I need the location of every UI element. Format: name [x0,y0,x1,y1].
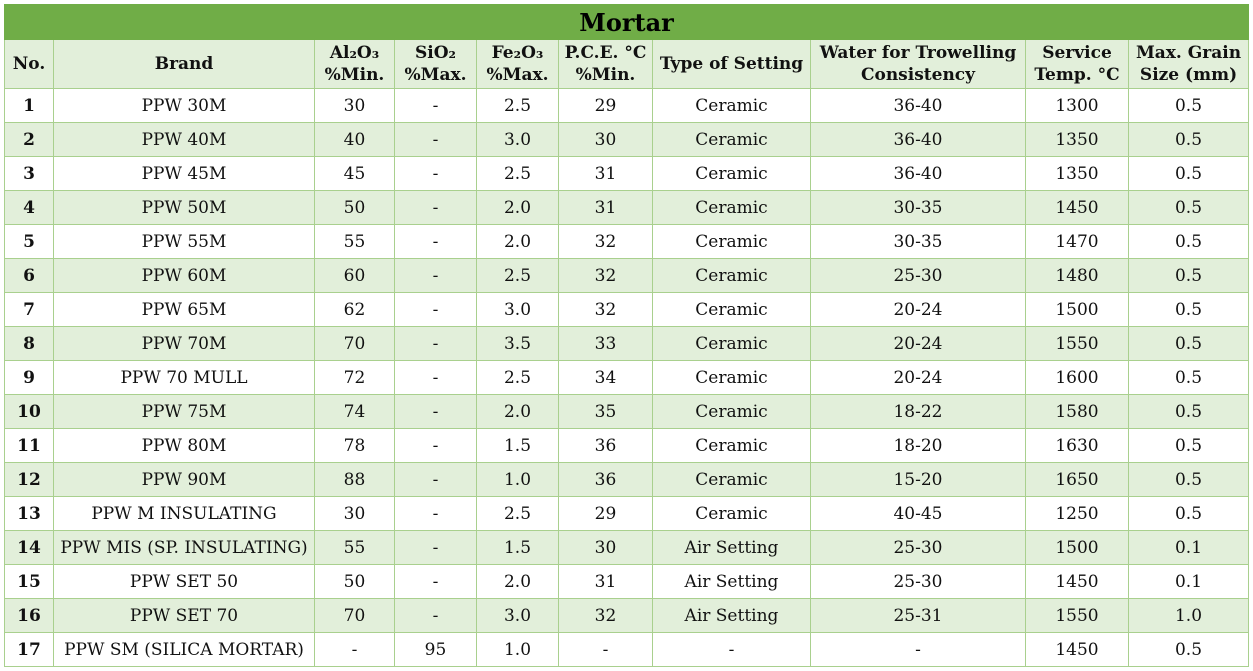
table-row [5,361,1249,395]
brand-cell: PPW SM (SILICA MORTAR) [54,633,315,667]
table-cell: Ceramic [653,497,811,531]
table-cell: Air Setting [653,565,811,599]
table-cell: Air Setting [653,599,811,633]
column-header [559,40,653,89]
table-cell: 0.5 [1129,361,1249,395]
column-header-line: Service [1042,43,1112,63]
table-cell: 1580 [1026,395,1129,429]
column-header-line: P.C.E. °C [564,43,647,63]
table-cell: 20-24 [811,293,1026,327]
table-cell: 0.5 [1129,327,1249,361]
table-cell: 1550 [1026,599,1129,633]
column-header-line: Type of Setting [659,54,804,74]
brand-cell: PPW MIS (SP. INSULATING) [54,531,315,565]
brand-cell: PPW 50M [54,191,315,225]
table-cell: 36 [559,463,653,497]
table-cell: - [653,633,811,667]
table-cell: 1.0 [477,633,559,667]
table-cell: 1630 [1026,429,1129,463]
column-header-line: Size (mm) [1139,65,1238,85]
column-header-line: Water for Trowelling [819,43,1017,63]
column-header [54,40,315,89]
column-header-line: %Min. [324,65,385,85]
table-cell: Ceramic [653,293,811,327]
row-number-cell: 15 [5,565,54,599]
table-cell: - [395,259,477,293]
table-row [5,429,1249,463]
table-cell: 1550 [1026,327,1129,361]
table-cell: - [395,429,477,463]
table-cell: - [395,395,477,429]
table-cell: 30-35 [811,191,1026,225]
row-number-cell: 3 [5,157,54,191]
table-cell: 1450 [1026,633,1129,667]
table-cell: 32 [559,599,653,633]
table-cell: Ceramic [653,191,811,225]
table-cell: 1.5 [477,429,559,463]
table-cell: 78 [315,429,395,463]
table-cell: 33 [559,327,653,361]
column-header [477,40,559,89]
table-cell: 0.5 [1129,191,1249,225]
header-row [5,40,1249,89]
table-cell: 18-20 [811,429,1026,463]
brand-cell: PPW 80M [54,429,315,463]
table-cell: - [395,463,477,497]
table-row [5,225,1249,259]
table-row [5,191,1249,225]
table-cell: 55 [315,225,395,259]
brand-cell: PPW 55M [54,225,315,259]
table-cell: Ceramic [653,395,811,429]
table-cell: 0.5 [1129,497,1249,531]
table-cell: - [395,361,477,395]
table-cell: - [395,89,477,123]
table-cell: 30 [559,531,653,565]
table-cell: 2.5 [477,89,559,123]
column-header-line: %Min. [575,65,636,85]
table-row [5,633,1249,667]
table-cell: 32 [559,293,653,327]
table-cell: - [395,123,477,157]
table-cell: 31 [559,191,653,225]
table-cell: 0.5 [1129,89,1249,123]
table-row [5,463,1249,497]
table-cell: Ceramic [653,225,811,259]
column-header-line: %Max. [486,65,549,85]
row-number-cell: 11 [5,429,54,463]
table-cell: 55 [315,531,395,565]
table-cell: 0.5 [1129,293,1249,327]
table-cell: 31 [559,565,653,599]
table-cell: Ceramic [653,429,811,463]
row-number-cell: 16 [5,599,54,633]
table-cell: 20-24 [811,361,1026,395]
table-cell: 2.5 [477,259,559,293]
row-number-cell: 13 [5,497,54,531]
brand-cell: PPW 75M [54,395,315,429]
table-cell: - [395,565,477,599]
table-cell: 1500 [1026,293,1129,327]
table-row [5,157,1249,191]
row-number-cell: 14 [5,531,54,565]
table-cell: 1.0 [1129,599,1249,633]
table-cell: Ceramic [653,361,811,395]
row-number-cell: 1 [5,89,54,123]
row-number-cell: 8 [5,327,54,361]
table-cell: 40 [315,123,395,157]
table-cell: 1.0 [477,463,559,497]
table-cell: 50 [315,565,395,599]
row-number-cell: 6 [5,259,54,293]
table-cell: 36-40 [811,123,1026,157]
column-header [5,40,54,89]
table-cell: 20-24 [811,327,1026,361]
table-cell: - [395,497,477,531]
table-cell: Ceramic [653,259,811,293]
table-cell: 15-20 [811,463,1026,497]
table-cell: 0.1 [1129,531,1249,565]
table-row [5,89,1249,123]
table-cell: 36-40 [811,157,1026,191]
table-cell: 1350 [1026,123,1129,157]
brand-cell: PPW 45M [54,157,315,191]
table-cell: 0.5 [1129,259,1249,293]
table-cell: - [395,191,477,225]
table-title: Mortar [5,5,1249,40]
brand-cell: PPW 90M [54,463,315,497]
row-number-cell: 7 [5,293,54,327]
mortar-table-container [4,4,1248,667]
table-cell: 2.0 [477,395,559,429]
table-cell: 30-35 [811,225,1026,259]
table-cell: 0.5 [1129,429,1249,463]
row-number-cell: 10 [5,395,54,429]
table-cell: 74 [315,395,395,429]
table-cell: 2.0 [477,191,559,225]
table-cell: 29 [559,89,653,123]
table-cell: 50 [315,191,395,225]
table-cell: - [811,633,1026,667]
table-cell: 32 [559,259,653,293]
column-header-line: SiO₂ [415,43,456,63]
table-cell: 1350 [1026,157,1129,191]
brand-cell: PPW M INSULATING [54,497,315,531]
row-number-cell: 9 [5,361,54,395]
table-cell: Ceramic [653,123,811,157]
table-cell: 30 [559,123,653,157]
table-cell: 88 [315,463,395,497]
column-header-line: Brand [154,54,214,74]
table-cell: 30 [315,497,395,531]
table-cell: 1500 [1026,531,1129,565]
table-cell: 0.5 [1129,157,1249,191]
table-cell: 25-30 [811,531,1026,565]
table-cell: 32 [559,225,653,259]
table-cell: 62 [315,293,395,327]
column-header-line: %Max. [404,65,467,85]
brand-cell: PPW 70M [54,327,315,361]
table-cell: 25-30 [811,565,1026,599]
table-row [5,497,1249,531]
column-header-line: Temp. °C [1034,65,1120,85]
column-header-line: Al₂O₃ [329,43,380,63]
column-header [1026,40,1129,89]
mortar-table [4,4,1249,667]
table-row [5,123,1249,157]
table-row [5,293,1249,327]
table-row [5,395,1249,429]
table-cell: 3.0 [477,599,559,633]
row-number-cell: 12 [5,463,54,497]
table-cell: 2.0 [477,565,559,599]
table-cell: 1250 [1026,497,1129,531]
table-cell: 29 [559,497,653,531]
table-row [5,259,1249,293]
table-cell: 36-40 [811,89,1026,123]
table-cell: 2.5 [477,497,559,531]
column-header [395,40,477,89]
brand-cell: PPW SET 50 [54,565,315,599]
table-cell: Ceramic [653,157,811,191]
table-cell: 34 [559,361,653,395]
table-cell: 0.5 [1129,633,1249,667]
column-header-line: No. [12,54,46,74]
table-body [5,89,1249,667]
table-cell: Ceramic [653,463,811,497]
table-cell: 0.5 [1129,225,1249,259]
table-cell: 1600 [1026,361,1129,395]
table-cell: 45 [315,157,395,191]
table-cell: 36 [559,429,653,463]
row-number-cell: 4 [5,191,54,225]
brand-cell: PPW 70 MULL [54,361,315,395]
brand-cell: PPW 60M [54,259,315,293]
table-cell: 1480 [1026,259,1129,293]
table-cell: 25-31 [811,599,1026,633]
table-cell: - [395,327,477,361]
table-cell: 1300 [1026,89,1129,123]
table-row [5,327,1249,361]
table-cell: 2.0 [477,225,559,259]
column-header-line: Consistency [860,65,976,85]
table-row [5,531,1249,565]
table-cell: - [395,293,477,327]
table-cell: 70 [315,599,395,633]
table-cell: Ceramic [653,327,811,361]
column-header-line: Fe₂O₃ [491,43,544,63]
table-cell: 0.1 [1129,565,1249,599]
table-cell: 3.5 [477,327,559,361]
brand-cell: PPW 40M [54,123,315,157]
table-cell: - [395,531,477,565]
row-number-cell: 17 [5,633,54,667]
table-cell: - [395,157,477,191]
column-header [1129,40,1249,89]
brand-cell: PPW SET 70 [54,599,315,633]
table-cell: 1450 [1026,191,1129,225]
table-row [5,599,1249,633]
column-header [653,40,811,89]
table-cell: 3.0 [477,123,559,157]
table-cell: 25-30 [811,259,1026,293]
brand-cell: PPW 65M [54,293,315,327]
table-cell: 0.5 [1129,395,1249,429]
column-header [315,40,395,89]
table-cell: 40-45 [811,497,1026,531]
table-row [5,565,1249,599]
table-cell: - [395,225,477,259]
table-cell: 1450 [1026,565,1129,599]
table-cell: 31 [559,157,653,191]
table-cell: 35 [559,395,653,429]
table-cell: - [315,633,395,667]
table-cell: Ceramic [653,89,811,123]
table-cell: 72 [315,361,395,395]
table-cell: 0.5 [1129,463,1249,497]
table-cell: - [559,633,653,667]
column-header-line: Max. Grain [1135,43,1242,63]
table-cell: - [395,599,477,633]
table-cell: 60 [315,259,395,293]
table-cell: 2.5 [477,157,559,191]
brand-cell: PPW 30M [54,89,315,123]
table-cell: 1650 [1026,463,1129,497]
table-cell: 2.5 [477,361,559,395]
table-cell: 70 [315,327,395,361]
table-cell: 1.5 [477,531,559,565]
table-cell: Air Setting [653,531,811,565]
column-header [811,40,1026,89]
table-cell: 30 [315,89,395,123]
table-cell: 18-22 [811,395,1026,429]
row-number-cell: 5 [5,225,54,259]
table-cell: 95 [395,633,477,667]
row-number-cell: 2 [5,123,54,157]
table-cell: 1470 [1026,225,1129,259]
table-cell: 0.5 [1129,123,1249,157]
table-cell: 3.0 [477,293,559,327]
